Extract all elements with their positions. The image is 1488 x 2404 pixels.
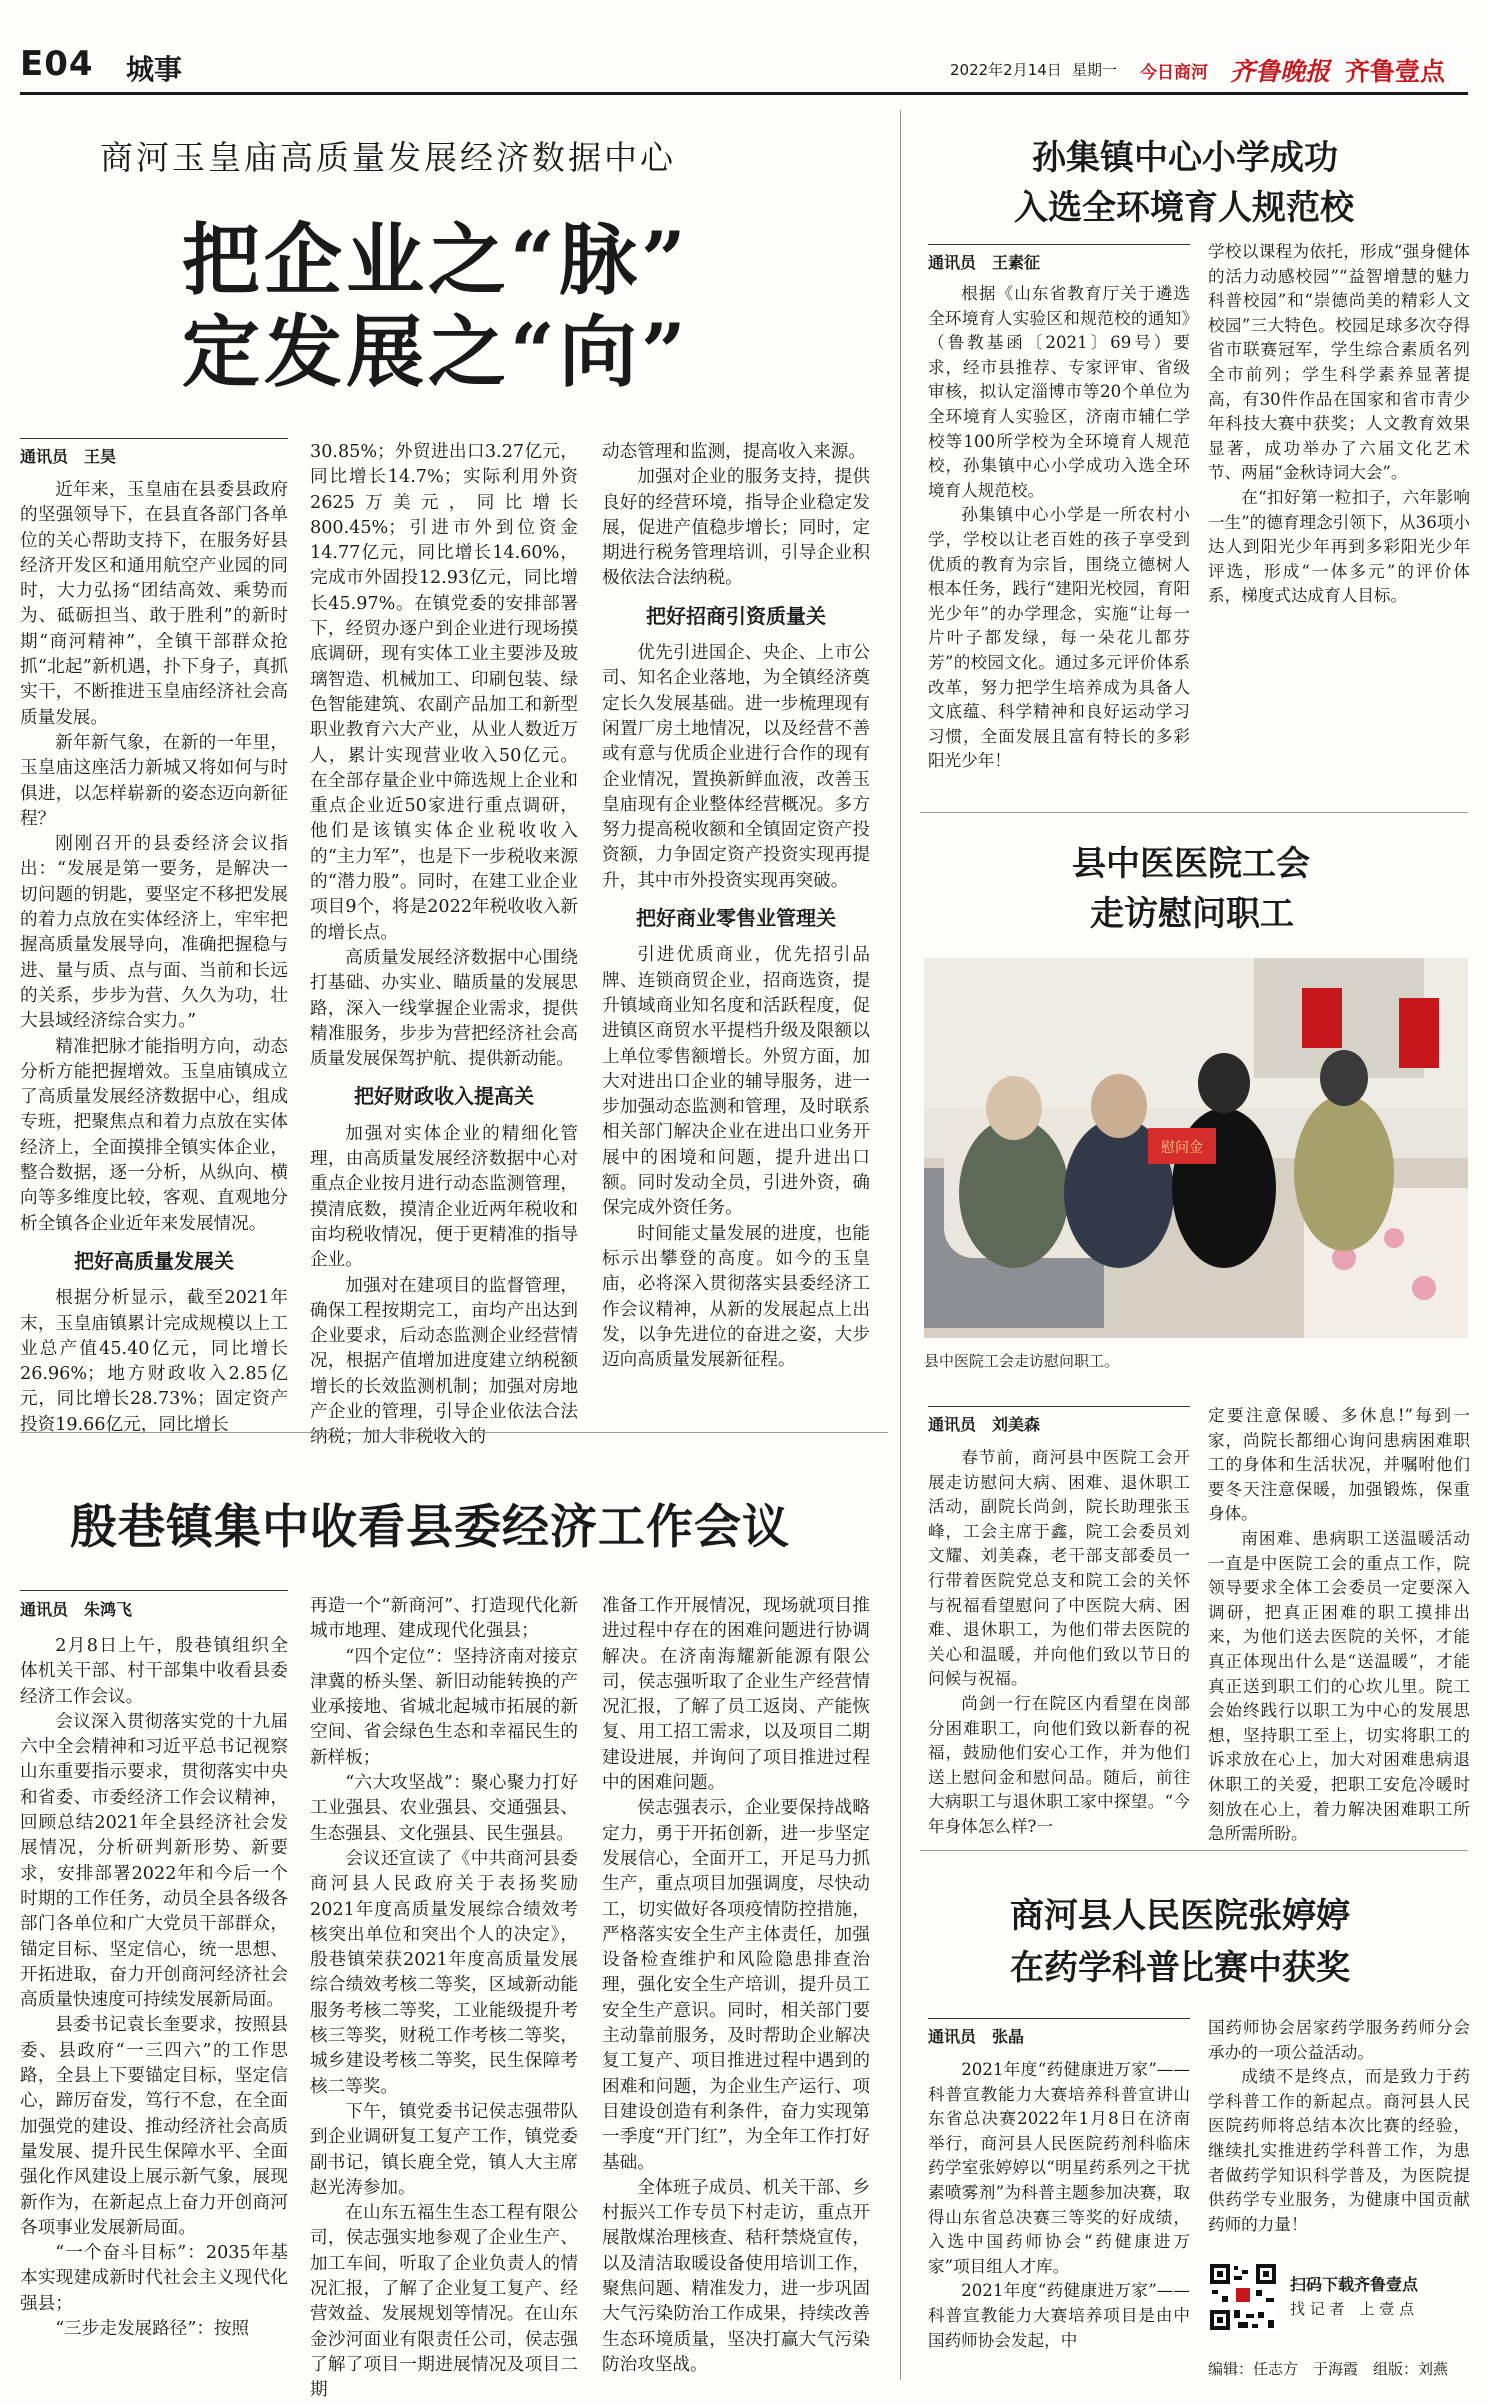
story2-column-1 [928, 282, 1190, 802]
story-title-line1: 把企业之“脉” [182, 215, 690, 306]
section-name: 城事 [126, 53, 183, 86]
story-title-line2: 入选全环境育人规范校 [1014, 188, 1354, 228]
story5-column-2 [1208, 2016, 1470, 2252]
paragraph: 侯志强表示，企业要保持战略定力，勇于开拓创新，进一步坚定发展信心，全面开工，开足马力抓生产，重点项目加强调度，尽快动工，切实做好各项疫情防控措施，严格落实安全生产主体责任，加强设备检查维护和风险隐患排查治理，强化安全生产培训，提升员工安全生产意识。同时，相关部门要主动靠前服务，及时帮助企业解决复工复产、项目推进过程中遇到的困难和问题，为企业生产运行、项目建设创造有利条件，奋力实现第一季度“开门红”，为全年工作打好基础。 [602, 1798, 870, 2173]
paragraph: 定要注意保暖、多休息!”每到一家，尚院长都细心询问患病困难职工的身体和生活状况，并嘱咐他们要冬天注意保暖，加强锻炼，保重身体。 [1208, 1406, 1470, 1524]
paragraph: 全体班子成员、机关干部、乡村振兴工作专员下村走访，重点开展散煤治理核查、秸秆禁烧宣传，以及清洁取暖设备使用培训工作，聚焦问题、精准发力，进一步巩固大气污染防治工作成果，持续改善生态环境质量，坚决打赢大气污染防治攻坚战。 [602, 2177, 870, 2375]
weekday: 星期一 [1072, 61, 1118, 79]
date: 2022年2月14日 [950, 61, 1062, 79]
qr-code-icon [1208, 2262, 1278, 2332]
paragraph: 2021年度“药健康进万家”——科普宣教能力大赛培养科普宣讲山东省总决赛2022年1月8日在济南举行，商河县人民医院药剂科临床药学室张婷婷以“明星药系列之干扰素喷雾剂”为科普主题参加决赛，取得山东省总决赛三等奖的好成绩，入选中国药师协会“药健康进万家”项目组人才库。 [928, 2060, 1190, 2276]
paragraph: 新年新气象，在新的一年里，玉皇庙这座活力新城又将如何与时俱进，以怎样崭新的姿态迈向新征程？ [20, 732, 288, 829]
story3-column-1 [928, 1446, 1190, 1836]
subheading: 把好财政收入提高关 [354, 1084, 534, 1109]
paragraph: “三步走发展路径”：按照 [55, 2319, 250, 2340]
paragraph: 近年来，玉皇庙在县委县政府的坚强领导下，在县直各部门各单位的关心帮助支持下，在服务好县经济开发区和通用航空产业园的同时，大力弘扬“团结高效、乘势而为、砥砺担当、敢于胜利”的新时期“商河精神”，全镇干部群众抢抓“北起”新机遇，扑下身子，真抓实干，不断推进玉皇庙经济社会高质量发展。 [20, 480, 288, 728]
story1-column-2 [310, 440, 578, 1448]
paragraph: “一个奋斗目标”：2035年基本实现建成新时代社会主义现代化强县； [20, 2243, 288, 2314]
story1-column-1 [20, 478, 288, 1435]
paragraph: 根据分析显示，截至2021年末，玉皇庙镇累计完成规模以上工业总产值45.40亿元，同比增长26.96%；地方财政收入2.85亿元，同比增长28.73%；固定资产投资19.66亿元，同比增长 [20, 1288, 288, 1435]
paragraph: 精准把脉才能指明方向，动态分析方能把握增效。玉皇庙镇成立了高质量发展经济数据中心，组成专班，把聚焦点和着力点放在实体经济上，全面摸排全镇实体企业，整合数据，逐一分析，从纵向、横向等多维度比较，客观、直观地分析全镇各企业近年来发展情况。 [20, 1036, 288, 1234]
story5-column-1 [928, 2058, 1190, 2378]
paragraph: 尚剑一行在院区内看望在岗部分困难职工，向他们致以新春的祝福，鼓励他们安心工作，并为他们送上慰问金和慰问品。随后，前往大病职工与退休职工家中探望。“今年身体怎么样?一 [928, 1693, 1190, 1836]
byline: 通讯员 刘美森 [928, 1415, 1041, 1434]
byline: 通讯员 王昊 [20, 447, 117, 466]
paragraph: 南困难、患病职工送温暖活动一直是中医院工会的重点工作，院领导要求全体工会委员一定要深入调研，把真正困难的职工摸排出来，为他们送去医院的关怀，才能真正体现出什么是“送温暖”，才能真正送到职工们的心坎儿里。院工会始终践行以职工为中心的发展思想，坚持职工至上，切实将职工的诉求放在心上，加大对困难患病退休职工的关爱，把职工安危冷暖时刻放在心上，着力解决困难职工所急所需所盼。 [1208, 1528, 1470, 1844]
byline-rule [20, 1590, 288, 1591]
paragraph: 引进优质商业，优先招引品牌、连锁商贸企业，招商选资，提升镇域商业知名度和活跃程度，促进镇区商贸水平提档升级及限额以上单位零售额增长。外贸方面，加大对进出口企业的辅导服务，进一步加强动态监测和管理，及时联系相关部门解决企业在进出口业务开展中的困境和问题，提升进出口额。同时发动全员，引进外资，确保完成外资任务。 [602, 945, 870, 1219]
paragraph: 加强对实体企业的精细化管理，由高质量发展经济数据中心对重点企业按月进行动态监测管理，摸清底数，摸清企业近两年税收和亩均税收情况，便于更精准的指导企业。 [310, 1123, 578, 1271]
story-title-line2: 在药学科普比赛中获奖 [1010, 1948, 1350, 1988]
app-logo: 齐鲁壹点 [1345, 57, 1446, 86]
qr-subtext: 找 记 者 上 壹 点 [1290, 2300, 1415, 2318]
byline-rule [928, 2018, 1190, 2019]
column-divider [900, 110, 901, 2380]
photo-illustration [924, 958, 1468, 1338]
paragraph: 国药师协会居家药学服务药师分会承办的一项公益活动。 [1208, 2018, 1470, 2062]
qr-prompt: 扫码下载齐鲁壹点 [1290, 2275, 1419, 2294]
byline-rule [928, 1406, 1190, 1407]
paragraph: 优先引进国企、央企、上市公司、知名企业落地，为全镇经济奠定长久发展基础。进一步梳理现有闲置厂房土地情况，以及经营不善或有意与优质企业进行合作的现有企业情况，置换新鲜血液，改善玉皇庙现有企业整体经营概况。多方努力提高税收额和全镇固定资产投资额，力争固定资产投资实现再提升，其中市外投资实现再突破。 [602, 643, 870, 891]
story1-column-3 [602, 440, 870, 1415]
story3-column-2 [1208, 1404, 1470, 1844]
paragraph: 在山东五福生生态工程有限公司，侯志强实地参观了企业生产、加工车间，听取了企业负责人的情况汇报，了解了企业复工复产、经营效益、发展规划等情况。在山东金沙河面业有限责任公司，侯志强了解了项目一期进展情况及项目二期 [310, 2203, 578, 2401]
story4-column-1 [20, 1634, 288, 2374]
paragraph: 高质量发展经济数据中心围绕打基础、办实业、瞄质量的发展思路，深入一线掌握企业需求，提供精准服务，步步为营把经济社会高质量发展保驾护航、提供新动能。 [310, 947, 578, 1070]
paragraph: 加强对在建项目的监督管理，确保工程按期完工，亩均产出达到企业要求，后动态监测企业经营情况，根据产值增加进度建立纳税额增长的长效监测机制；加强对房地产企业的管理，引导企业依法合法纳税；加大非税收入的 [310, 1275, 578, 1448]
story4-column-3 [602, 1594, 870, 2374]
byline-rule [20, 438, 288, 439]
subheading: 把好商业零售业管理关 [636, 906, 836, 931]
paragraph: 学校以课程为依托，形成“强身健体的活力动感校园”“益智增慧的魅力科普校园”和“崇德尚美的精彩人文校园”三大特色。校园足球多次夺得省市联赛冠军，学生综合素质名列全市前列；学生科学素养显著提高，有30件作品在国家和省市青少年科技大赛中获奖；人文教育效果显著，成功举办了六届文化艺术节、两届“金秋诗词大会”。 [1208, 242, 1470, 483]
paragraph: 2月8日上午，殷巷镇组织全体机关干部、村干部集中收看县委经济工作会议。 [20, 1636, 288, 1707]
qr-code[interactable] [1208, 2262, 1278, 2332]
story-title: 殷巷镇集中收看县委经济工作会议 [70, 1500, 790, 1555]
paragraph: 会议深入贯彻落实党的十九届六中全会精神和习近平总书记视察山东重要指示要求，贯彻落实中央和省委、市委经济工作会议精神，回顾总结2021年全县经济社会发展情况，分析研判新形势、新要求，安排部署2022年和今后一个时期的工作任务，动员全县各级各部门各单位和广大党员干部群众，锚定目标、坚定信心，统一思想、开拓进取，奋力开创商河经济社会高质量快速度可持续发展新局面。 [20, 1711, 288, 2011]
story-title-line2: 定发展之“向” [182, 307, 690, 398]
story-kicker: 商河玉皇庙高质量发展经济数据中心 [100, 138, 676, 177]
story-title-line1: 县中医医院工会 [1072, 844, 1310, 884]
edition-name: 今日商河 [1140, 63, 1208, 83]
paragraph: 会议还宣读了《中共商河县委商河县人民政府关于表扬奖励2021年度高质量发展综合绩效考核突出单位和突出个人的决定》，殷巷镇荣获2021年度高质量发展综合绩效考核二等奖，区域新动能服务考核二等奖，工业能级提升考核三等奖，财税工作考核二等奖，城乡建设考核二等奖，民生保障考核二等奖。 [310, 1848, 578, 2097]
section-rule [920, 812, 1468, 813]
editor-credits: 编辑：任志方 于海霞 组版：刘燕 [1208, 2360, 1449, 2378]
photo-envelope-text: 慰问金 [1161, 1140, 1203, 1156]
paragraph: 动态管理和监测，提高收入来源。 [602, 442, 866, 462]
section-rule [20, 1432, 888, 1433]
story-title-line1: 孙集镇中心小学成功 [1032, 138, 1338, 178]
paragraph: 春节前，商河县中医院工会开展走访慰问大病、困难、退休职工活动，副院长尚剑，院长助理张玉峰，工会主席于鑫，院工会委员刘文耀、刘美森，老干部支部委员一行带着医院党总支和院工会的关怀与祝福看望慰问了中医院大病、困难、退休职工，为他们带去医院的关心和温暖，并向他们致以节日的问候与祝福。 [928, 1448, 1190, 1689]
paragraph: 加强对企业的服务支持，提供良好的经营环境，指导企业稳定发展，促进产值稳步增长；同时，定期进行税务管理培训，引导企业积极依法合法纳税。 [602, 467, 870, 589]
photo-caption: 县中医院工会走访慰问职工。 [924, 1352, 1120, 1370]
page-header [0, 0, 1488, 100]
paragraph: “四个定位”：坚持济南对接京津冀的桥头堡、新旧动能转换的产业承接地、省城北起城市拓展的新空间、省会绿色生态和幸福民生的新样板； [310, 1646, 578, 1768]
paragraph: 在“扣好第一粒扣子，六年影响一生”的德育理念引领下，从36项小达人到阳光少年再到多彩阳光少年评选，形成“一体多元”的评价体系，梯度式达成育人目标。 [1208, 487, 1470, 606]
story4-column-2 [310, 1594, 578, 2401]
newspaper-logo: 齐鲁晚报 [1230, 57, 1331, 86]
header-rule [20, 92, 1468, 95]
story-title-line1: 商河县人民医院张婷婷 [1010, 1896, 1350, 1936]
byline: 通讯员 张晶 [928, 2027, 1025, 2046]
page-number: E04 [20, 44, 94, 84]
news-photo [924, 958, 1468, 1338]
byline: 通讯员 王素征 [928, 253, 1041, 272]
paragraph: 准备工作开展情况，现场就项目推进过程中存在的困难问题进行协调解决。在济南海耀新能源有限公司，侯志强听取了企业生产经营情况汇报，了解了员工返岗、产能恢复、用工招工需求，以及项目二期建设进展，并询问了项目推进过程中的困难问题。 [602, 1596, 870, 1794]
subheading: 把好高质量发展关 [74, 1248, 234, 1273]
paragraph: “六大攻坚战”：聚心聚力打好工业强县、农业强县、交通强县、生态强县、文化强县、民生强县。 [310, 1773, 578, 1844]
paragraph: 根据《山东省教育厅关于遴选全环境育人实验区和规范校的通知》（鲁教基函〔2021〕69号）要求，经市县推荐、专家评审、省级审核，拟认定淄博市等20个单位为全环境育人实验区，济南市辅仁学校等100所学校为全环境育人规范校，孙集镇中心小学成功入选全环境育人规范校。 [928, 284, 1190, 500]
section-rule [920, 1850, 1468, 1851]
paragraph: 成绩不是终点，而是致力于药学科普工作的新起点。商河县人民医院药师将总结本次比赛的经验，继续扎实推进药学科普工作，为患者做药学知识科学普及，为医院提供药学专业服务，为健康中国贡献药师的力量！ [1208, 2067, 1470, 2234]
story2-column-2 [1208, 240, 1470, 802]
subheading: 把好招商引资质量关 [646, 603, 826, 628]
paragraph: 孙集镇中心小学是一所农村小学，学校以让老百姓的孩子享受到优质的教育为宗旨，围绕立德树人根本任务，践行“建阳光校园，育阳光少年”的办学理念，实施“让每一片叶子都发绿，每一朵花儿都芬芳”的校园文化。通过多元评价体系改革，努力把学生培养成为具备人文底蕴、科学精神和良好运动学习习惯，全面发展且富有特长的多彩阳光少年！ [928, 505, 1190, 771]
paragraph: 刚刚召开的县委经济会议指出：“发展是第一要务，是解决一切问题的钥匙，要坚定不移把发展的着力点放在实体经济上，牢牢把握高质量发展导向，准确把握稳与进、量与质、点与面、当前和长远的关系，步步为营、久久为功，壮大县域经济综合实力。” [20, 834, 288, 1032]
paragraph: 时间能丈量发展的进度，也能标示出攀登的高度。如今的玉皇庙，必将深入贯彻落实县委经济工作会议精神，从新的发展起点上出发，以争先进位的奋进之姿，大步迈向高质量发展新征程。 [602, 1223, 870, 1371]
byline: 通讯员 朱鸿飞 [20, 1600, 133, 1619]
byline-rule [928, 244, 1190, 245]
paragraph: 下午，镇党委书记侯志强带队到企业调研复工复产工作，镇党委副书记，镇长鹿全党，镇人大主席赵光涛参加。 [310, 2101, 578, 2198]
paragraph: 2021年度“药健康进万家”——科普宣教能力大赛培养项目是由中国药师协会发起，中 [928, 2281, 1190, 2350]
story-title-line2: 走访慰问职工 [1090, 894, 1294, 934]
paragraph: 县委书记袁长奎要求，按照县委、县政府“一三四六”的工作思路，全县上下要锚定目标，坚定信心，蹄厉奋发，笃行不怠，在全面加强党的建设、推动经济社会高质量发展、提升民生保障水平、全面强化作风建设上展示新气象，展现新作为，在新起点上奋力开创商河各项事业发展新局面。 [20, 2015, 288, 2238]
paragraph: 30.85%；外贸进出口3.27亿元，同比增长14.7%；实际利用外资2625万美元，同比增长800.45%；引进市外到位资金14.77亿元，同比增长14.60%，完成市外固投12.93亿元，同比增长45.97%。在镇党委的安排部署下，经贸办逐户到企业进行现场摸底调研，现有实体工业主要涉及玻璃智造、机械加工、印刷包装、绿色智能建筑、农副产品加工和新型职业教育六大产业，从业人数近万人，累计实现营业收入50亿元。在全部存量企业中筛选规上企业和重点企业近50家进行重点调研，他们是该镇实体企业税收收入的“主力军”，也是下一步税收来源的“潜力股”。同时，在建工业企业项目9个，将是2022年税收收入新的增长点。 [310, 442, 578, 943]
paragraph: 再造一个“新商河”、打造现代化新城市地理、建成现代化强县； [310, 1596, 578, 1642]
